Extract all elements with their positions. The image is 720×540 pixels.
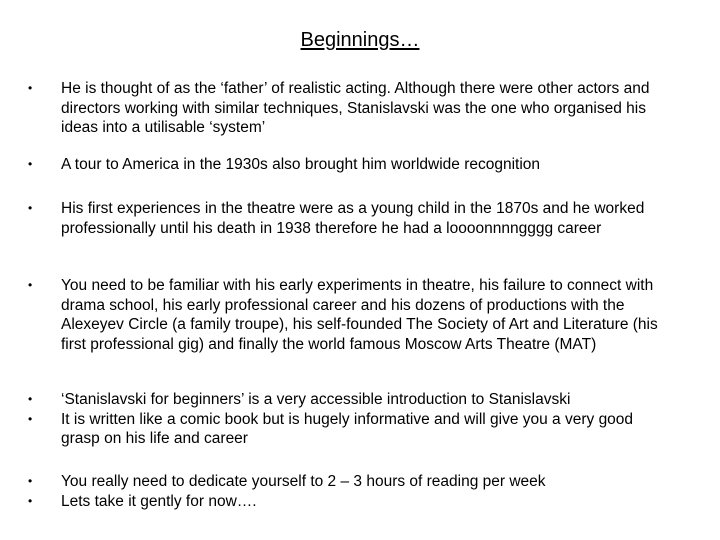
slide-title: Beginnings… (300, 29, 420, 51)
bullet-marker: • (28, 411, 33, 426)
list-item (28, 492, 668, 512)
bullet-marker: • (28, 392, 33, 406)
list-item (28, 155, 668, 175)
bullet-group (28, 155, 668, 175)
bullet-text: It is written like a comic book but is hugely informative and will give you a very good grasp on his life and career (61, 410, 634, 447)
bullet-text: His first experiences in the theatre were as a young child in the 1870s and he worked professionally until his death in 1938 therefore he had a loooonnnngggg career (61, 200, 645, 237)
bullet-text: Lets take it gently for now…. (61, 492, 257, 510)
bullet-marker: • (28, 157, 33, 171)
bullet-group (28, 390, 668, 449)
list-item (28, 410, 668, 449)
bullet-text: You need to be familiar with his early experiments in theatre, his failure to connect with drama school, his early professional career and his dozens of productions with the Alexeyev Circle (a family troupe), his self-founded The Society of Art and Literature (his first professional gig) and finally the world famous Moscow Arts Theatre (MAT) (61, 277, 658, 353)
bullet-marker: • (28, 81, 33, 95)
list-item (28, 276, 668, 354)
list-item (28, 79, 668, 138)
bullet-marker: • (28, 201, 33, 215)
list-item (28, 199, 668, 238)
bullet-text: You really need to dedicate yourself to 2 – 3 hours of reading per week (61, 473, 546, 490)
bullet-group (28, 79, 668, 138)
bullet-text: He is thought of as the ‘father’ of realistic acting. Although there were other actors and directors working with similar techniques, Stanislavski was the one who organised his ideas into a utilisable ‘system’ (61, 80, 650, 136)
bullet-text: A tour to America in the 1930s also brought him worldwide recognition (61, 156, 541, 173)
bullet-group (28, 276, 668, 354)
bullet-group (28, 472, 668, 511)
list-item (28, 390, 668, 410)
bullet-marker: • (28, 474, 33, 488)
list-item (28, 472, 668, 492)
bullet-text: ‘Stanislavski for beginners’ is a very accessible introduction to Stanislavski (61, 391, 571, 408)
bullet-group (28, 199, 668, 238)
bullet-marker: • (28, 278, 33, 292)
bullet-marker: • (28, 493, 33, 508)
